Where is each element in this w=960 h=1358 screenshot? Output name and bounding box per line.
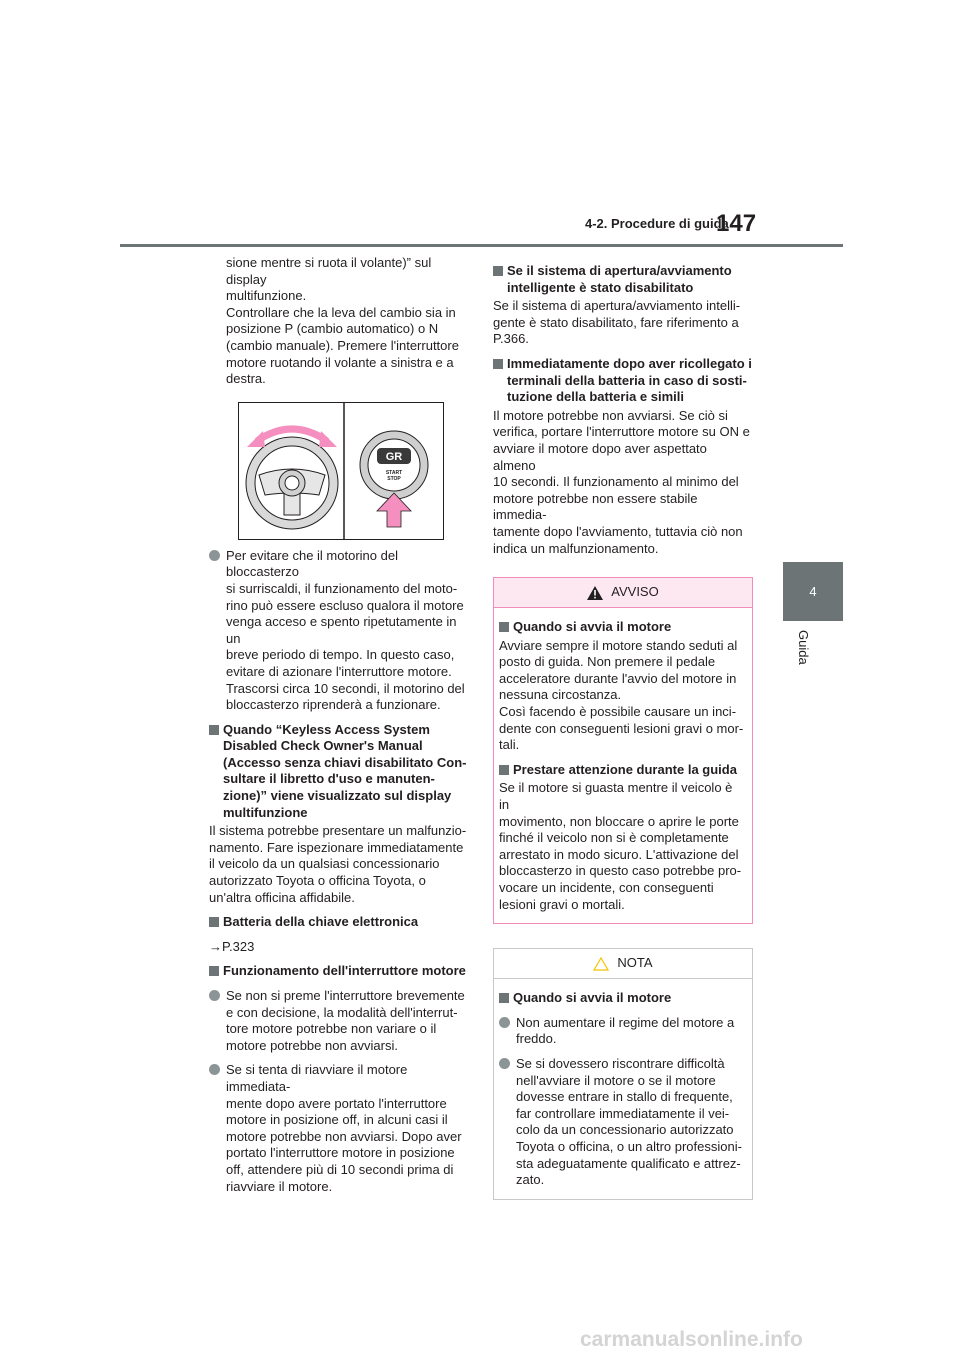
text-line: acceleratore durante l'avvio del motore in (499, 670, 737, 686)
keyless-paragraph (209, 823, 471, 906)
start-label: START (385, 469, 403, 476)
steering-wheel-icon (246, 437, 338, 529)
bullet-dot-icon (209, 990, 220, 1001)
text-line: motore potrebbe non avviarsi. Dopo aver (226, 1128, 462, 1144)
chapter-tab[interactable]: 4 (783, 562, 843, 621)
reconnect-paragraph (493, 408, 753, 557)
text-line: off, attendere più di 10 secondi prima di (226, 1161, 454, 1177)
warning-box (493, 577, 753, 924)
text-line: Controllare che la leva del cambio sia in (226, 304, 456, 320)
bullet-restart (209, 1062, 471, 1195)
text-line: tuzione della batteria e simili (507, 389, 684, 405)
text-line: Prestare attenzione durante la guida (513, 761, 737, 777)
text-line: dente con conseguenti lesioni gravi o mor- (499, 720, 744, 736)
text-line: avviare il motore dopo aver aspettato almeno (493, 440, 707, 473)
text-line: gente è stato disabilitato, fare riferimento a (493, 314, 739, 330)
text-line: motore ruotando il volante a sinistra e a (226, 354, 454, 370)
text-line: sultare il libretto d'uso e manuten- (223, 771, 435, 787)
right-column (493, 255, 753, 1200)
text-line: Se si tenta di riavviare il motore immediata- (226, 1062, 408, 1094)
text-line: Funzionamento dell'interruttore motore (223, 963, 466, 979)
text-line: riavviare il motore. (226, 1178, 333, 1194)
intro-paragraph (209, 255, 471, 388)
text-line: zione)” viene visualizzato sul display (223, 788, 452, 804)
text-line: Non aumentare il regime del motore a (516, 1014, 735, 1030)
text-line: e con decisione, la modalità dell'interrut- (226, 1004, 458, 1020)
note-heading (499, 990, 744, 1007)
text-line: Per evitare che il motorino del bloccasterzo (226, 547, 398, 580)
heading-reconnect (493, 356, 753, 406)
note-body (494, 979, 752, 1199)
heading-square-icon (499, 993, 509, 1003)
heading-square-icon (209, 725, 219, 735)
text-line: indica un malfunzionamento. (493, 540, 659, 556)
text-line: Quando si avvia il motore (513, 619, 672, 635)
text-line: un'altra officina affidabile. (209, 889, 355, 905)
caution-outline-icon (593, 957, 609, 971)
warning-heading-start (499, 619, 744, 636)
note-header (494, 949, 752, 979)
warning-paragraph-driving (499, 780, 744, 913)
watermark: carmanualsonline.info (580, 1328, 803, 1351)
text-line: P.366. (493, 331, 529, 347)
note-bullet-cold (499, 1015, 744, 1048)
warning-body (494, 608, 752, 923)
note-box (493, 948, 753, 1200)
text-line: nessuna circostanza. (499, 687, 622, 703)
note-title: NOTA (617, 955, 653, 971)
battery-page-reference[interactable]: →P.323 (209, 938, 255, 954)
stop-label: STOP (387, 475, 401, 482)
text-line: motore in posizione off, in alcuni casi il (226, 1112, 448, 1128)
header-section-title: 4-2. Procedure di guida (585, 216, 729, 231)
text-line: Batteria della chiave elettronica (223, 914, 419, 930)
disabled-paragraph (493, 298, 753, 348)
text-line: multifunzione (223, 804, 308, 820)
text-line: evitare di azionare l'interruttore motore. (226, 663, 452, 679)
text-line: motore potrebbe non essere stabile immedia- (493, 490, 698, 523)
warning-heading-driving (499, 762, 744, 779)
text-line: vocare un incidente, con conseguenti (499, 880, 714, 895)
text-line: arrestato in modo sicuro. L'attivazione del (499, 846, 739, 862)
text-line: 10 secondi. Il funzionamento al minimo del (493, 474, 739, 490)
text-line: posto di guida. Non premere il pedale (499, 654, 716, 670)
text-line: Quando si avvia il motore (513, 990, 672, 1006)
text-line: nell'avviare il motore o se il motore (516, 1072, 716, 1088)
text-line: verifica, portare l'interruttore motore su ON e (493, 424, 750, 440)
bullet-dot-icon (209, 1064, 220, 1075)
text-line: breve periodo di tempo. In questo caso, (226, 647, 455, 663)
text-line: venga acceso e spento ripetutamente in un (226, 614, 457, 646)
text-line: Toyota o officina, o un altro professioni- (516, 1138, 742, 1154)
text-line: si surriscaldi, il funzionamento del moto- (226, 580, 458, 596)
bullet-dot-icon (499, 1017, 510, 1028)
text-line: portato l'interruttore motore in posizione (226, 1145, 455, 1161)
text-line: freddo. (516, 1031, 557, 1047)
bullet-press-switch (209, 988, 471, 1054)
text-line: Se non si preme l'interruttore brevemente (226, 988, 465, 1003)
text-line: (cambio manuale). Premere l'interruttore (226, 337, 459, 353)
text-line: Se il sistema di apertura/avviamento intelli- (493, 298, 741, 314)
bullet-dot-icon (499, 1058, 510, 1069)
text-line: sione mentre si ruota il volante)” sul display (226, 255, 432, 287)
heading-disabled (493, 263, 753, 296)
text-line: autorizzato Toyota o officina Toyota, o (209, 873, 426, 889)
heading-switch (209, 963, 471, 980)
heading-battery (209, 914, 471, 931)
text-line: tamente dopo l'avviamento, tuttavia ciò non (493, 523, 743, 539)
bullet-dot-icon (209, 550, 220, 561)
page-number: 147 (716, 210, 757, 237)
text-line: Disabled Check Owner's Manual (223, 738, 423, 754)
warning-triangle-icon (587, 586, 603, 600)
text-line: namento. Fare ispezionare immediatamente (209, 839, 464, 855)
heading-square-icon (493, 266, 503, 276)
text-line: Se il sistema di apertura/avviamento (507, 263, 732, 278)
text-line: Avviare sempre il motore stando seduti al (499, 637, 738, 653)
text-line: zato. (516, 1172, 545, 1188)
text-line: Se il motore si guasta mentre il veicolo è in (499, 780, 733, 813)
heading-square-icon (493, 359, 503, 369)
heading-square-icon (209, 966, 219, 976)
text-line: destra. (226, 371, 266, 387)
svg-text:GR: GR (385, 450, 403, 463)
text-line: (Accesso senza chiavi disabilitato Con- (223, 754, 467, 770)
text-line: Trascorsi circa 10 secondi, il motorino del (226, 680, 465, 696)
text-line: rino può essere escluso qualora il motore (226, 597, 464, 613)
header-rule (120, 244, 843, 247)
text-line: movimento, non bloccare o aprire le porte (499, 813, 739, 829)
text-line: Se si dovessero riscontrare difficoltà (516, 1055, 725, 1071)
heading-square-icon (499, 765, 509, 775)
note-bullet-difficulty (499, 1056, 744, 1189)
steering-start-illustration (238, 402, 444, 540)
warning-title: AVVISO (611, 584, 659, 600)
text-line: far controllare immediatamente il vei- (516, 1105, 730, 1121)
text-line: tore motore potrebbe non variare o il (226, 1021, 437, 1037)
text-line: bloccasterzo in questo caso potrebbe pro- (499, 863, 742, 879)
text-line: motore potrebbe non avviarsi. (226, 1037, 398, 1053)
text-line: tali. (499, 737, 520, 753)
illustration-svg (239, 403, 443, 539)
text-line: terminali della batteria in caso di sosti- (507, 372, 747, 388)
press-arrow-icon (377, 493, 411, 527)
heading-keyless (209, 722, 471, 822)
text-line: Così facendo è possibile causare un inci- (499, 704, 737, 720)
text-line: finché il veicolo non si è completamente (499, 830, 729, 846)
start-stop-button-icon (360, 431, 428, 499)
text-line: posizione P (cambio automatico) o N (226, 321, 439, 337)
text-line: Immediatamente dopo aver ricollegato i (507, 355, 752, 371)
text-line: dovesse entrare in stallo di frequente, (516, 1089, 733, 1105)
left-column (209, 255, 471, 1195)
text-line: Il sistema potrebbe presentare un malfunzio- (209, 823, 467, 839)
warning-header (494, 578, 752, 608)
text-line: bloccasterzo riprenderà a funzionare. (226, 697, 441, 713)
text-line: intelligente è stato disabilitato (507, 279, 694, 295)
text-line: mente dopo avere portato l'interruttore (226, 1095, 447, 1111)
text-line: multifunzione. (226, 288, 307, 304)
heading-square-icon (499, 622, 509, 632)
text-line: lesioni gravi o mortali. (499, 896, 625, 912)
heading-square-icon (209, 917, 219, 927)
text-line: il veicolo da un qualsiasi concessionario (209, 856, 440, 872)
chapter-label: Guida (796, 630, 811, 665)
text-line: colo da un concessionario autorizzato (516, 1122, 734, 1138)
bullet-lock-motor (209, 548, 471, 714)
text-line: Quando “Keyless Access System (223, 721, 430, 737)
text-line: Il motore potrebbe non avviarsi. Se ciò si (493, 407, 728, 423)
text-line: sta adeguatamente qualificato e attrez- (516, 1155, 741, 1171)
warning-paragraph-start (499, 638, 744, 754)
